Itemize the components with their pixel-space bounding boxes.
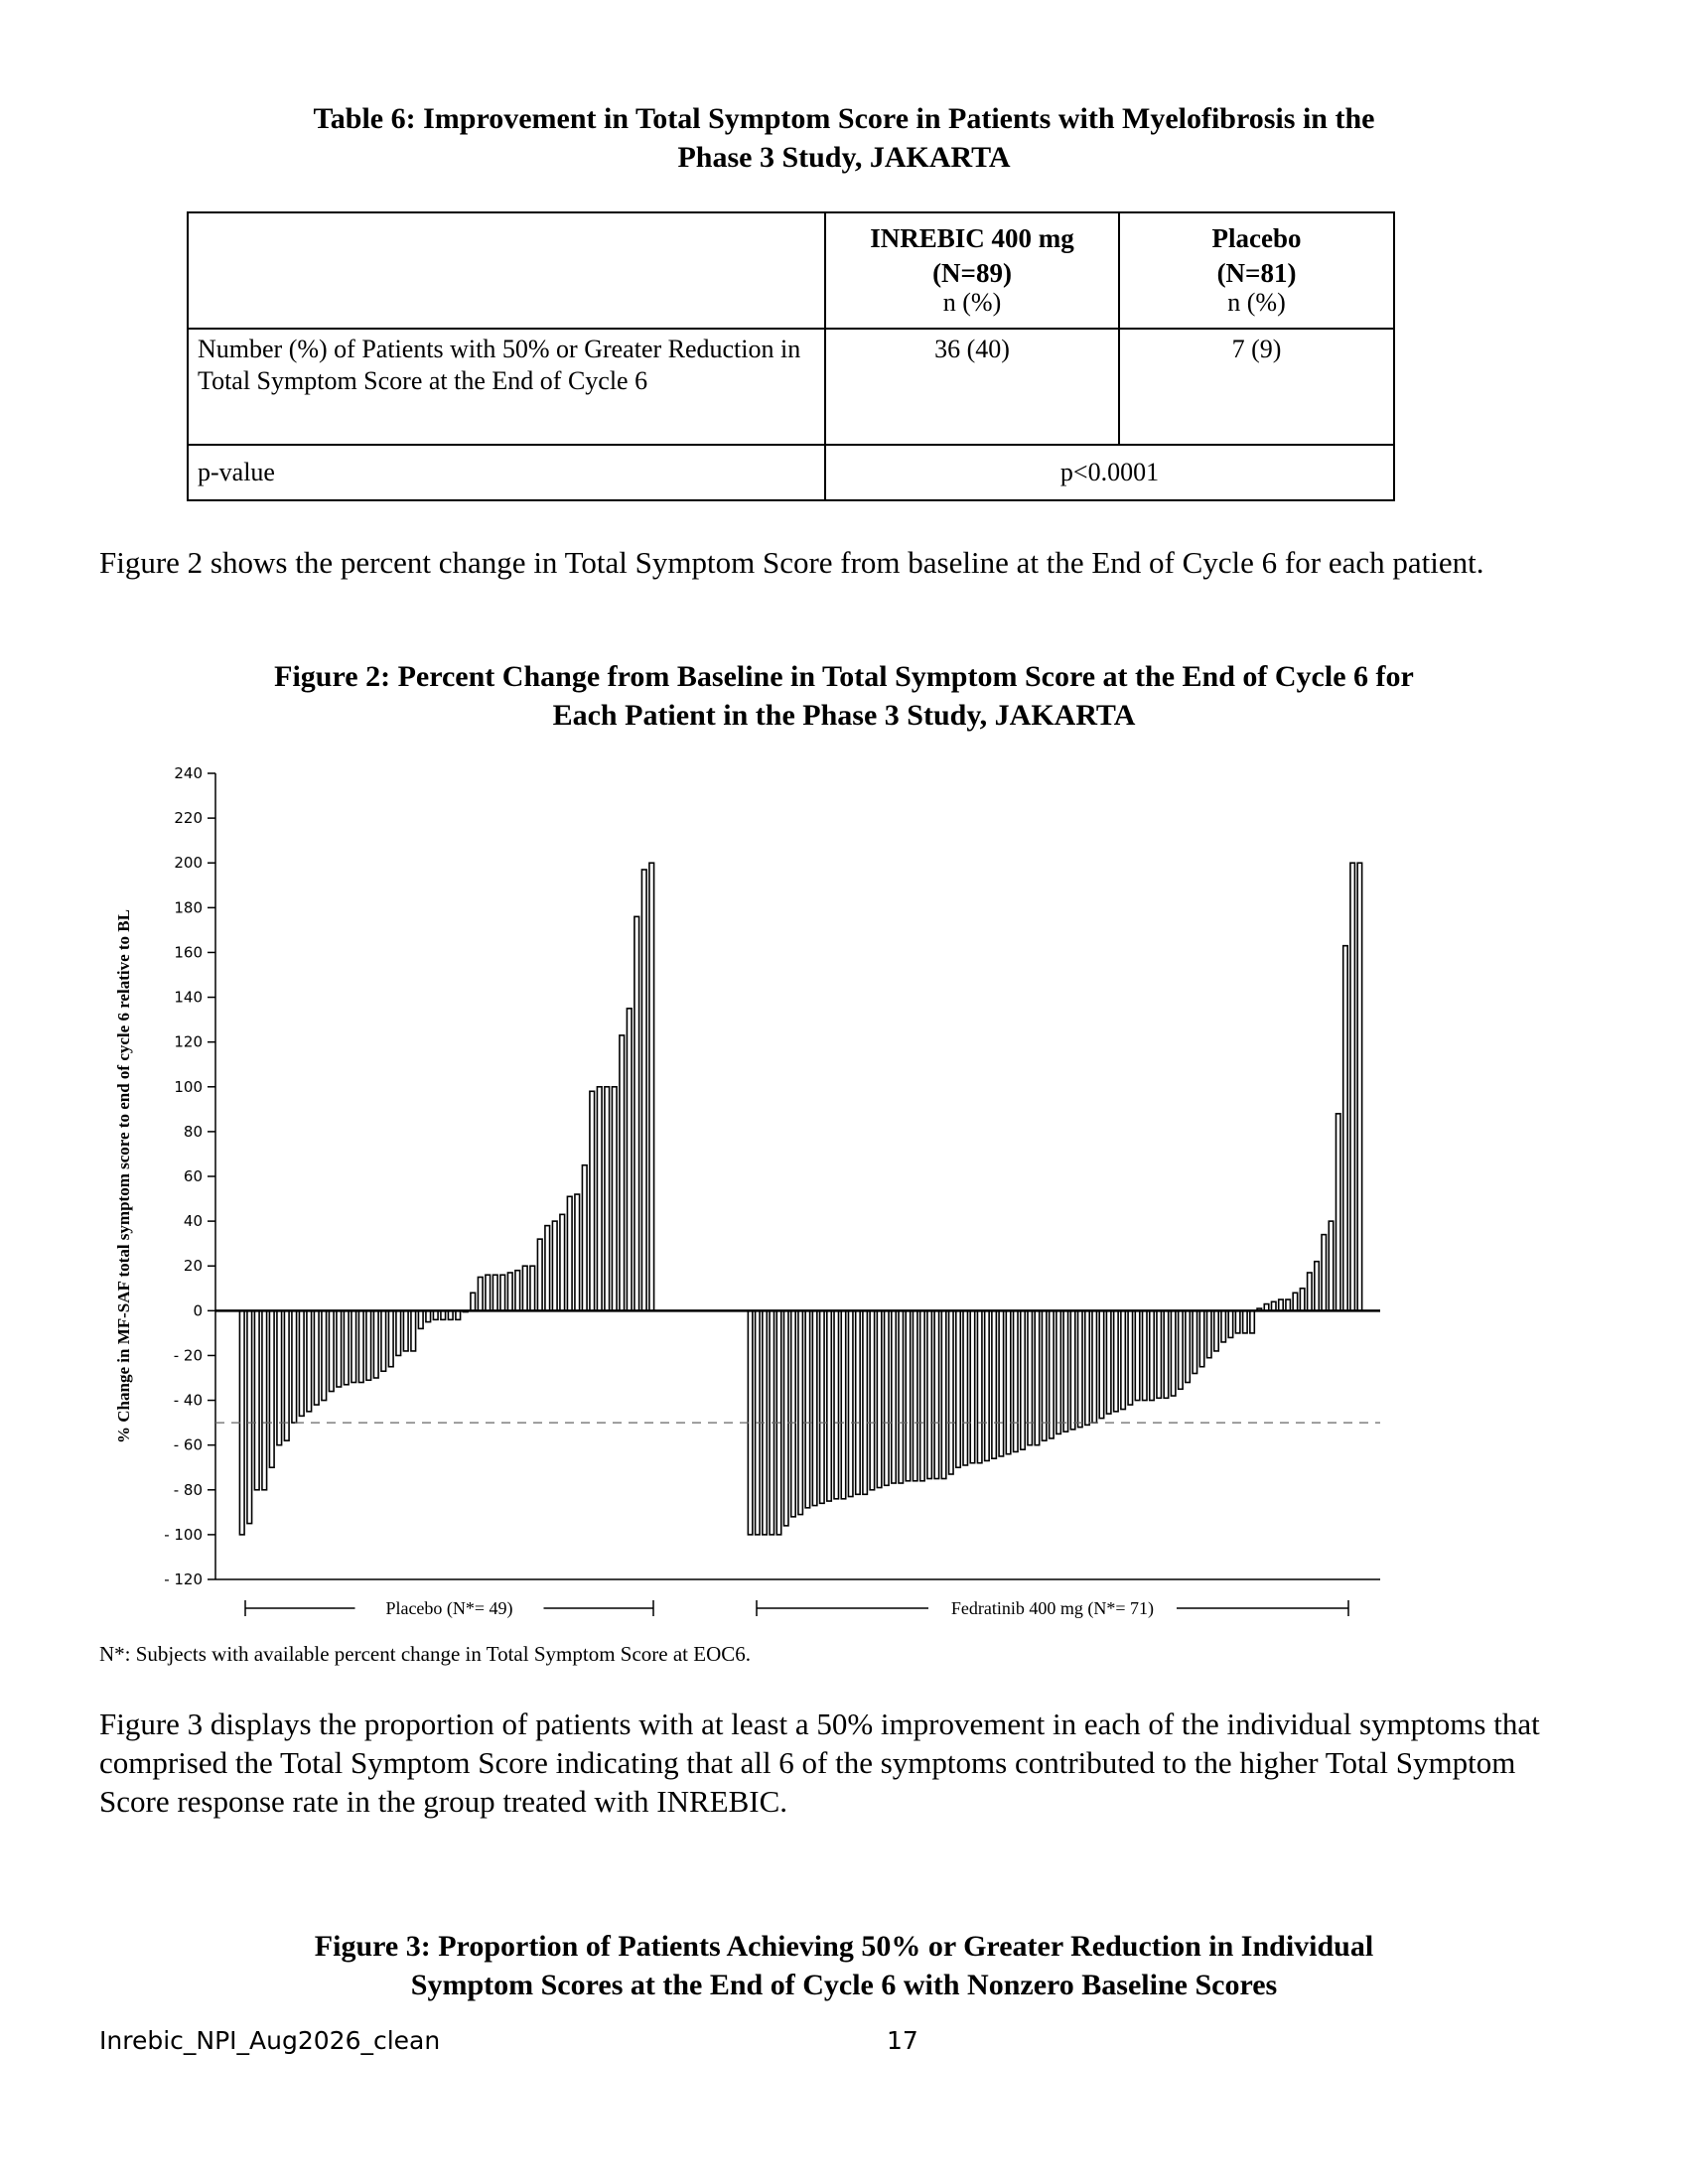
bar — [805, 1310, 809, 1507]
bar — [1279, 1299, 1283, 1310]
bar — [1329, 1221, 1333, 1310]
footer-page-number: 17 — [887, 2026, 918, 2055]
figure3-caption-line2: Symptom Scores at the End of Cycle 6 with Nonzero Baseline Scores — [410, 1969, 1278, 2001]
y-tick-label: 60 — [183, 1167, 203, 1185]
bar — [1179, 1310, 1183, 1389]
y-tick-label: 140 — [174, 988, 203, 1007]
bar — [1186, 1310, 1190, 1382]
bar — [1293, 1293, 1297, 1310]
bar — [649, 863, 654, 1310]
bar — [1028, 1310, 1032, 1444]
bar — [820, 1310, 824, 1503]
figure2-caption-line1: Figure 2: Percent Change from Baseline in Total Symptom Score at the End of Cycle 6 for — [274, 660, 1414, 693]
bar — [1056, 1310, 1060, 1433]
table6-caption-line1: Table 6: Improvement in Total Symptom Score in Patients with Myelofibrosis in the — [313, 102, 1375, 135]
bar — [515, 1271, 520, 1311]
bar — [827, 1310, 831, 1501]
figure2-footnote: N*: Subjects with available percent change in Total Symptom Score at EOC6. — [99, 1642, 751, 1666]
row1-label: Number (%) of Patients with 50% or Greater Reduction in Total Symptom Score at the End of Cycle 6 — [188, 329, 825, 445]
bar — [537, 1239, 542, 1310]
bar — [748, 1310, 752, 1535]
y-tick-label: 0 — [193, 1301, 203, 1320]
bar — [1063, 1310, 1067, 1432]
bar — [582, 1165, 587, 1311]
figure3-caption — [99, 1927, 1589, 2004]
row1-placebo-value: 7 (9) — [1119, 329, 1394, 445]
bar — [934, 1310, 938, 1478]
bar — [870, 1310, 874, 1489]
row2-pvalue: p<0.0001 — [825, 445, 1394, 500]
header-inrebic — [825, 212, 1119, 329]
bar — [956, 1310, 960, 1467]
figure3-caption-line1: Figure 3: Proportion of Patients Achieving 50% or Greater Reduction in Individual — [314, 1930, 1374, 1963]
header-placebo-unit: n (%) — [1227, 288, 1286, 317]
bar — [337, 1310, 342, 1387]
bar — [262, 1310, 267, 1489]
bar — [1286, 1299, 1290, 1310]
bar — [634, 916, 639, 1310]
bar — [1336, 1114, 1339, 1310]
header-empty-cell — [188, 212, 825, 329]
group-label: Fedratinib 400 mg (N*= 71) — [950, 1598, 1155, 1618]
bar — [1092, 1310, 1096, 1423]
header-placebo-name: Placebo — [1211, 223, 1302, 253]
bar — [254, 1310, 259, 1489]
bar — [791, 1310, 795, 1517]
figure2-waterfall-chart — [99, 750, 1390, 1638]
bar — [848, 1310, 852, 1496]
bar — [1014, 1310, 1018, 1451]
bar — [877, 1310, 881, 1487]
bar — [970, 1310, 974, 1462]
y-tick-label: - 80 — [173, 1480, 203, 1499]
bar — [985, 1310, 989, 1460]
y-tick-label: 100 — [174, 1077, 203, 1096]
bar — [1308, 1273, 1312, 1310]
bar — [1300, 1289, 1304, 1311]
bar — [1164, 1310, 1168, 1398]
bar — [949, 1310, 953, 1474]
bar — [1235, 1310, 1239, 1333]
bar — [1135, 1310, 1139, 1400]
row1-inrebic-value: 36 (40) — [825, 329, 1119, 445]
bar — [1035, 1310, 1039, 1444]
bar — [269, 1310, 274, 1467]
bar — [545, 1226, 550, 1311]
bar — [567, 1196, 572, 1310]
bar — [1343, 946, 1347, 1311]
bar — [486, 1275, 491, 1310]
bar — [403, 1310, 408, 1351]
bar — [977, 1310, 981, 1462]
bar — [798, 1310, 802, 1514]
y-tick-label: 20 — [183, 1257, 203, 1276]
bar — [1207, 1310, 1211, 1357]
bar — [1106, 1310, 1110, 1414]
bar — [1322, 1235, 1326, 1311]
bar — [1221, 1310, 1225, 1342]
bar — [1214, 1310, 1218, 1351]
bar — [1128, 1310, 1132, 1405]
bar — [239, 1310, 244, 1535]
bar — [352, 1310, 356, 1382]
group-label: Placebo (N*= 49) — [385, 1598, 513, 1618]
bar — [1006, 1310, 1010, 1453]
bar — [1042, 1310, 1046, 1440]
bar — [396, 1310, 401, 1355]
bar — [530, 1266, 535, 1310]
y-tick-label: - 20 — [173, 1346, 203, 1365]
bar — [299, 1310, 304, 1416]
bar — [478, 1278, 483, 1311]
bar — [899, 1310, 903, 1483]
bar — [927, 1310, 931, 1478]
y-tick-label: - 100 — [164, 1525, 203, 1544]
bar — [892, 1310, 896, 1483]
bar — [1050, 1310, 1054, 1438]
y-tick-label: 120 — [174, 1032, 203, 1051]
bar — [366, 1310, 371, 1380]
bar — [471, 1293, 476, 1310]
bar — [1350, 863, 1354, 1310]
bar — [552, 1221, 557, 1310]
bar — [329, 1310, 334, 1391]
bar — [381, 1310, 386, 1371]
bar — [1150, 1310, 1154, 1400]
bar — [783, 1310, 787, 1526]
bar — [1228, 1310, 1232, 1337]
header-placebo-n: (N=81) — [1216, 258, 1297, 288]
header-inrebic-n: (N=89) — [932, 258, 1012, 288]
paragraph-figure2-intro: Figure 2 shows the percent change in Total Symptom Score from baseline at the End of Cycle 6 for each patient. — [99, 545, 1484, 580]
table-header-row — [188, 212, 1394, 329]
bar — [522, 1266, 527, 1310]
bar — [314, 1310, 319, 1405]
y-tick-label: - 40 — [173, 1391, 203, 1410]
paragraph-figure3-intro: Figure 3 displays the proportion of patients with at least a 50% improvement in each of the individual symptoms that comprised the Total Symptom Score indicating that all 6 of the symptoms contributed to the higher Total Symptom Score response rate in the group treated with INREBIC. — [99, 1706, 1540, 1819]
y-tick-label: 80 — [183, 1122, 203, 1141]
bar — [492, 1275, 497, 1310]
bar — [247, 1310, 252, 1523]
bar — [560, 1214, 565, 1310]
bar — [992, 1310, 996, 1458]
bar — [344, 1310, 349, 1384]
y-tick-label: 240 — [174, 764, 203, 782]
bar — [1357, 863, 1361, 1310]
table-row — [188, 445, 1394, 500]
table6-caption-line2: Phase 3 Study, JAKARTA — [677, 141, 1011, 174]
bar — [575, 1194, 580, 1310]
bar — [388, 1310, 393, 1366]
bar — [277, 1310, 282, 1444]
bar — [834, 1310, 838, 1498]
bar — [284, 1310, 289, 1440]
header-inrebic-unit: n (%) — [942, 288, 1002, 317]
bar — [1143, 1310, 1147, 1400]
bar — [373, 1310, 378, 1378]
bar — [292, 1310, 297, 1423]
figure2-caption — [99, 657, 1589, 735]
y-tick-label: - 120 — [164, 1570, 203, 1588]
bar — [1114, 1310, 1118, 1412]
bar — [1085, 1310, 1089, 1425]
bar — [500, 1275, 505, 1310]
y-axis-label: % Change in MF-SAF total symptom score to end of cycle 6 relative to BL — [114, 909, 133, 1443]
bar — [1157, 1310, 1161, 1398]
y-tick-label: 180 — [174, 898, 203, 917]
bar — [507, 1273, 512, 1310]
bar — [411, 1310, 416, 1351]
bar — [920, 1310, 924, 1480]
bar — [856, 1310, 860, 1494]
bar — [358, 1310, 363, 1382]
y-tick-label: 200 — [174, 854, 203, 873]
bar — [441, 1310, 446, 1319]
footer-doc-id: Inrebic_NPI_Aug2026_clean — [99, 2026, 441, 2055]
bar — [448, 1310, 453, 1319]
y-tick-label: 220 — [174, 809, 203, 828]
bar — [418, 1310, 423, 1328]
bar — [1199, 1310, 1203, 1366]
bar — [1171, 1310, 1175, 1396]
y-tick-label: 160 — [174, 943, 203, 962]
header-placebo — [1119, 212, 1394, 329]
bar — [456, 1310, 461, 1319]
table-row — [188, 329, 1394, 445]
bar — [1078, 1310, 1082, 1427]
bar — [999, 1310, 1003, 1456]
bar — [863, 1310, 867, 1494]
bar — [627, 1009, 632, 1311]
bar — [913, 1310, 916, 1480]
bar — [941, 1310, 945, 1478]
bar — [1099, 1310, 1103, 1418]
bar — [605, 1087, 610, 1311]
bar — [612, 1087, 617, 1311]
bar — [322, 1310, 327, 1400]
bar — [426, 1310, 431, 1321]
bar — [307, 1310, 312, 1412]
bar — [590, 1091, 595, 1310]
bar — [433, 1310, 438, 1319]
bar — [1250, 1310, 1254, 1333]
row2-label: p-value — [188, 445, 825, 500]
bar — [1070, 1310, 1074, 1430]
figure2-caption-line2: Each Patient in the Phase 3 Study, JAKARTA — [552, 699, 1136, 732]
bar — [1315, 1262, 1319, 1311]
table6-caption — [99, 99, 1589, 177]
bar — [620, 1035, 625, 1310]
bar — [963, 1310, 967, 1465]
y-tick-label: - 60 — [173, 1435, 203, 1454]
bar — [906, 1310, 910, 1480]
bar — [812, 1310, 816, 1505]
bar — [1193, 1310, 1196, 1373]
bar — [1021, 1310, 1025, 1449]
bar — [641, 870, 646, 1310]
y-tick-label: 40 — [183, 1212, 203, 1231]
header-inrebic-name: INREBIC 400 mg — [870, 223, 1074, 253]
bar — [597, 1087, 602, 1311]
bar — [841, 1310, 845, 1498]
bar — [1243, 1310, 1247, 1333]
bar — [1121, 1310, 1125, 1409]
bar — [1271, 1301, 1275, 1310]
bar — [885, 1310, 889, 1485]
table6 — [187, 211, 1395, 501]
